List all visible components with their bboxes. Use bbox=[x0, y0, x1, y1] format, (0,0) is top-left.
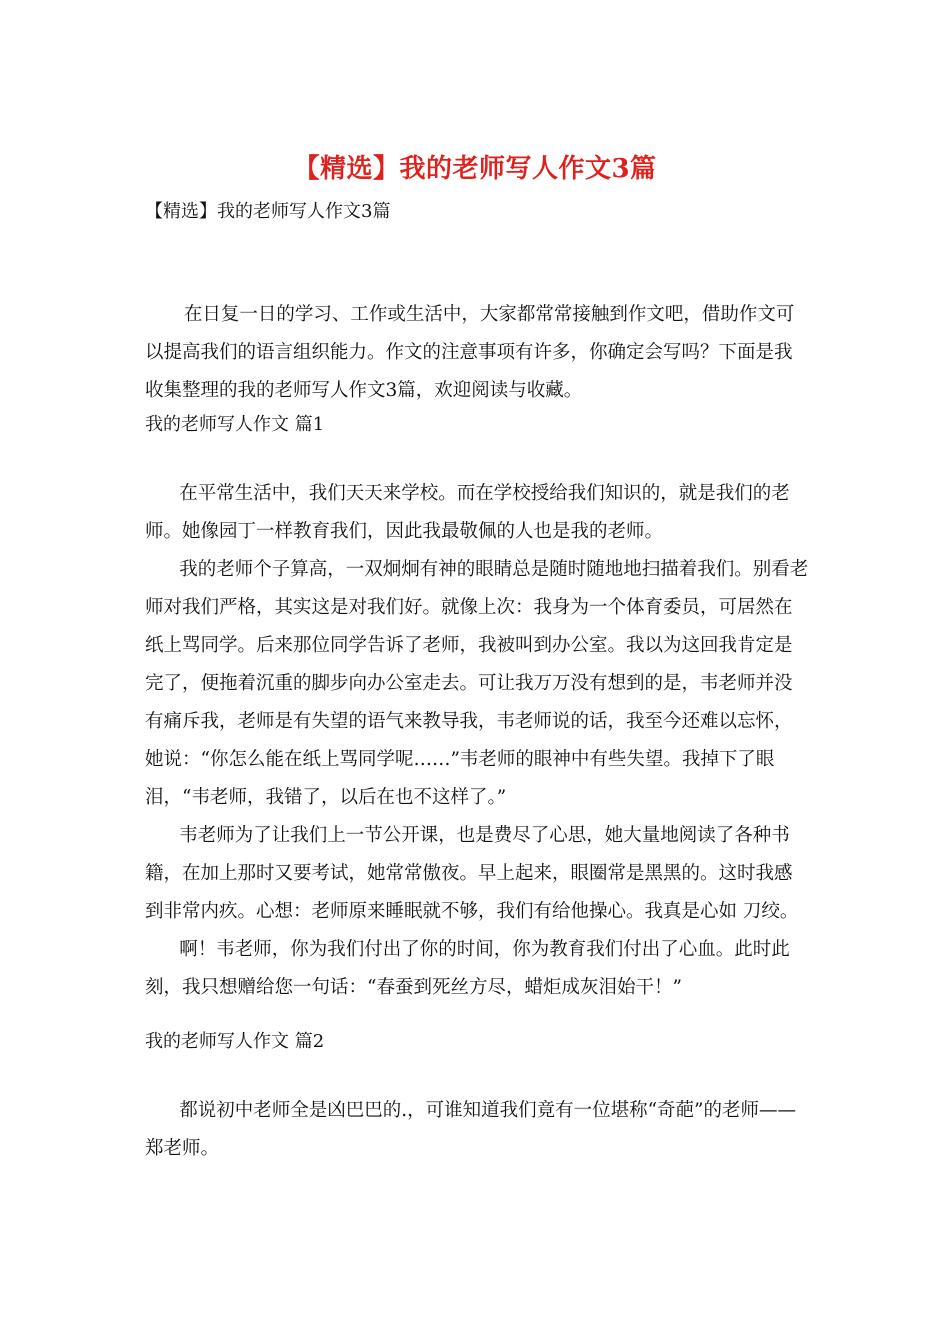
document-subtitle: 【精选】我的老师写人作文3篇 bbox=[145, 201, 391, 222]
intro-paragraph: 在日复一日的学习、工作或生活中，大家都常常接触到作文吧，借助作文可以提高我们的语言组织能力。作文的注意事项有许多，你确定会写吗？下面是我收集整理的我的老师写人作文3篇，欢迎阅读与收藏。 bbox=[145, 304, 795, 401]
essay-1-paragraph-1: 在平常生活中，我们天天来学校。而在学校授给我们知识的，就是我们的老师。她像园丁一样教育我们，因此我最敬佩的人也是我的老师。 bbox=[145, 483, 790, 542]
essay-1-body bbox=[145, 475, 810, 1007]
essay-2-body bbox=[145, 1092, 810, 1168]
essay-1-paragraph-4: 啊！韦老师，你为我们付出了你的时间，你为教育我们付出了心血。此时此刻，我只想赠给您一句话：“春蚕到死丝方尽，蜡炬成灰泪始干！” bbox=[145, 939, 790, 998]
essay-2-paragraph-1: 都说初中老师全是凶巴巴的.，可谁知道我们竟有一位堪称“奇葩”的老师——郑老师。 bbox=[145, 1100, 797, 1159]
document-title: 【精选】我的老师写人作文3篇 bbox=[293, 154, 657, 184]
essay-1-paragraph-2: 我的老师个子算高，一双炯炯有神的眼睛总是随时随地地扫描着我们。别看老师对我们严格，其实这是对我们好。就像上次：我身为一个体育委员，可居然在纸上骂同学。后来那位同学告诉了老师，我被叫到办公室。我以为这回我肯定是完了，便拖着沉重的脚步向办公室走去。可让我万万没有想到的是，韦老师并没有痛斥我，老师是有失望的语气来教导我，韦老师说的话，我至今还难以忘怀，她说：“你怎么能在纸上骂同学呢……”韦老师的眼神中有些失望。我掉下了眼泪，“韦老师，我错了，以后在也不这样了。” bbox=[145, 559, 809, 808]
essay-2-heading: 我的老师写人作文 篇2 bbox=[145, 1031, 325, 1052]
intro-section bbox=[145, 296, 810, 410]
essay-1-paragraph-3: 韦老师为了让我们上一节公开课，也是费尽了心思，她大量地阅读了各种书籍，在加上那时又要考试，她常常傲夜。早上起来，眼圈常是黑黑的。这时我感到非常内疚。心想：老师原来睡眠就不够，我们有给他操心。我真是心如 刀绞。 bbox=[145, 825, 799, 922]
essay-1-heading: 我的老师写人作文 篇1 bbox=[145, 414, 325, 435]
